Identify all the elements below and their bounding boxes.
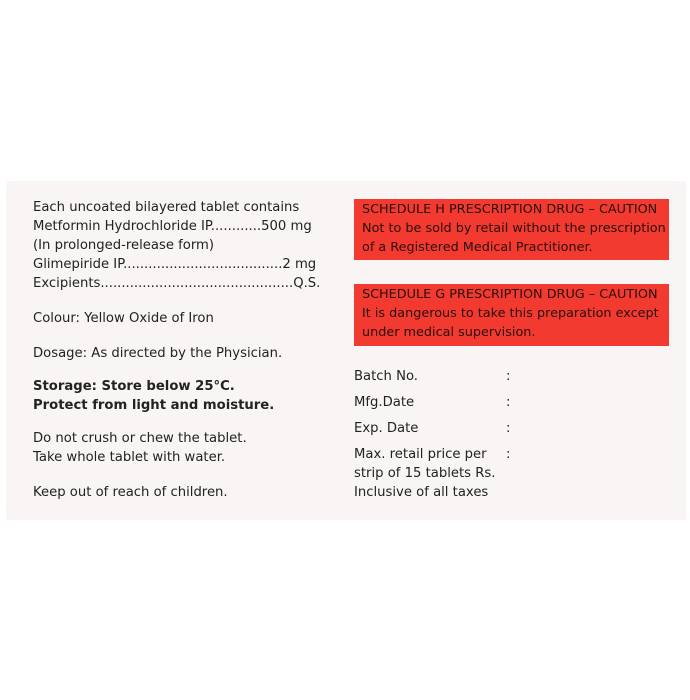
mrp-colon: :	[506, 447, 511, 462]
composition-release-form: (In prolonged-release form)	[33, 238, 215, 253]
storage-protect-text: Protect from light and moisture.	[33, 398, 275, 413]
composition-metformin: Metformin Hydrochloride IP............500 mg	[33, 219, 312, 234]
storage-temp-text: Storage: Store below 25°C.	[33, 379, 235, 394]
dosage-text: Dosage: As directed by the Physician.	[33, 346, 283, 361]
mrp-label-line2: strip of 15 tablets Rs.	[354, 466, 496, 481]
schedule-h-line1: Not to be sold by retail without the prescription	[362, 221, 666, 236]
schedule-g-caution-box	[354, 284, 669, 346]
colour-text: Colour: Yellow Oxide of Iron	[33, 311, 214, 326]
medicine-label-card	[6, 181, 686, 520]
batch-no-colon: :	[506, 369, 511, 384]
composition-excipients: Excipients..............................................Q.S.	[33, 276, 321, 291]
mfg-date-colon: :	[506, 395, 511, 410]
handling-whole-text: Take whole tablet with water.	[33, 450, 226, 465]
schedule-g-line2: under medical supervision.	[362, 325, 536, 340]
mrp-label-line1: Max. retail price per	[354, 447, 487, 462]
schedule-h-title: SCHEDULE H PRESCRIPTION DRUG – CAUTION	[362, 202, 658, 217]
mfg-date-label: Mfg.Date	[354, 395, 415, 410]
children-warning-text: Keep out of reach of children.	[33, 485, 228, 500]
exp-date-label: Exp. Date	[354, 421, 419, 436]
batch-no-row	[354, 367, 669, 386]
schedule-g-title: SCHEDULE G PRESCRIPTION DRUG – CAUTION	[362, 287, 658, 302]
batch-info-block	[354, 367, 669, 502]
label-left-column	[33, 198, 333, 502]
schedule-h-caution-box	[354, 199, 669, 260]
composition-heading: Each uncoated bilayered tablet contains	[33, 200, 300, 215]
mfg-date-row	[354, 393, 669, 412]
exp-date-colon: :	[506, 421, 511, 436]
exp-date-row	[354, 419, 669, 438]
batch-no-label: Batch No.	[354, 369, 418, 384]
mrp-row	[354, 445, 669, 502]
mrp-label-line3: Inclusive of all taxes	[354, 485, 489, 500]
schedule-g-line1: It is dangerous to take this preparation except	[362, 306, 659, 321]
schedule-h-line2: of a Registered Medical Practitioner.	[362, 240, 593, 255]
composition-glimepiride: Glimepiride IP......................................2 mg	[33, 257, 317, 272]
handling-crush-text: Do not crush or chew the tablet.	[33, 431, 247, 446]
